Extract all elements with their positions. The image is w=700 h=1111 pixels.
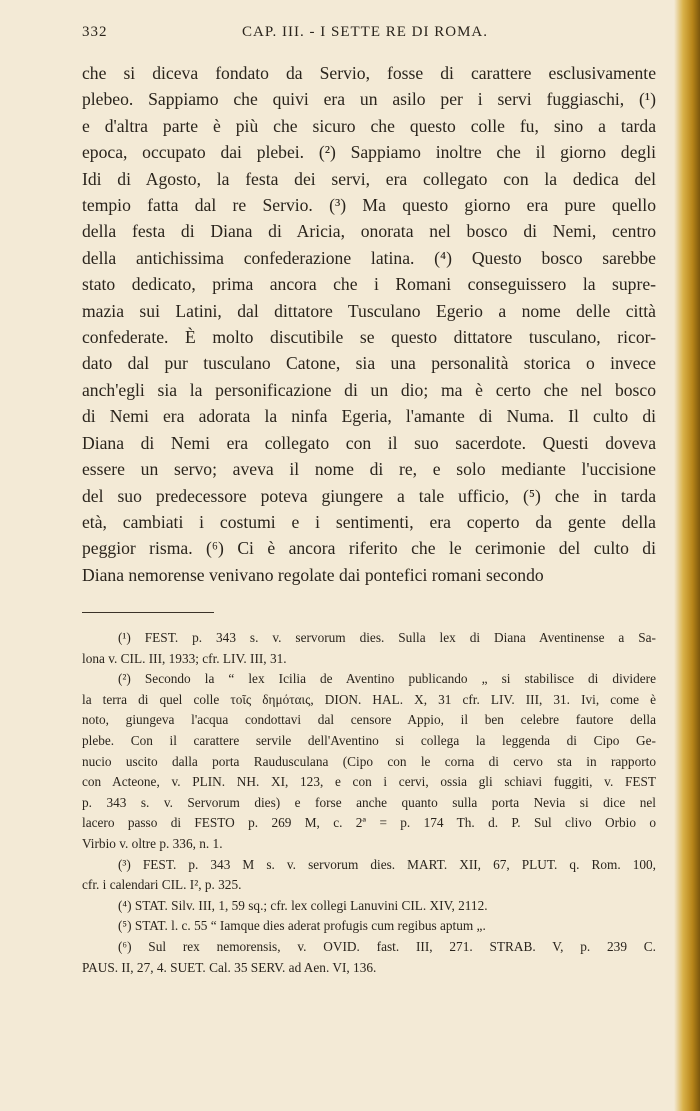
footnote-line: p. 343 s. v. Servorum dies) e forse anche quanto sulla porta Nevia si dice nel: [82, 794, 656, 810]
footnote-line: la terra di quel colle τοῖς δημόταις, DION. HAL. X, 31 cfr. LIV. III, 31. Ivi, come è: [82, 691, 656, 707]
text-line: della festa di Diana di Aricia, onorata nel bosco di Nemi, centro: [82, 221, 656, 242]
text-line: dato dal pur tusculano Catone, sia una personalità storica o invece: [82, 353, 656, 374]
text-line: anch'egli sia la personificazione di un dio; ma è certo che nel bosco: [82, 379, 656, 400]
text-line: mazia sui Latini, dal dittatore Tusculano Egerio a nome delle città: [82, 300, 656, 321]
footnote-line: cfr. i calendari CIL. I², p. 325.: [82, 877, 242, 893]
footnote-line: noto, giungeva l'acqua condottavi dal censore Appio, il ben celebre fautore della: [82, 712, 656, 728]
text-line: tempio fatta dal re Servio. (³) Ma questo giorno era pure quello: [82, 195, 656, 216]
text-line: plebeo. Sappiamo che quivi era un asilo per i servi fuggiaschi, (¹): [82, 89, 656, 110]
text-line: della antichissima confederazione latina. (⁴) Questo bosco sarebbe: [82, 247, 656, 268]
footnote-line: (³) FEST. p. 343 M s. v. servorum dies. MART. XII, 67, PLUT. q. Rom. 100,: [118, 856, 656, 872]
text-line: età, cambiati i costumi e i sentimenti, era coperto da gente della: [82, 511, 656, 532]
text-line: di Nemi era adorata la ninfa Egeria, l'amante di Numa. Il culto di: [82, 406, 656, 427]
footnote-line: (⁴) STAT. Silv. III, 1, 59 sq.; cfr. lex collegi Lanuvini CIL. XIV, 2112.: [118, 897, 488, 913]
text-line: epoca, occupato dai plebei. (²) Sappiamo inoltre che il giorno degli: [82, 142, 656, 163]
page-edge-shadow: [674, 0, 700, 1111]
text-line: che si diceva fondato da Servio, fosse di carattere esclusivamente: [82, 63, 656, 83]
footnote-line: (⁵) STAT. l. c. 55 “ Iamque dies aderat profugis cum regibus aptum „.: [118, 918, 486, 934]
text-line: Diana di Nemi era collegato con il suo sacerdote. Questi doveva: [82, 432, 656, 453]
text-line: essere un servo; aveva il nome di re, e solo mediante l'uccisione: [82, 459, 656, 480]
running-title: CAP. III. - I SETTE RE DI ROMA.: [242, 24, 488, 40]
footnote-separator: [82, 612, 214, 613]
footnote-line: lacero passo di FESTO p. 269 M, c. 2ª = p. 174 Th. d. P. Sul clivo Orbio o: [82, 815, 656, 831]
footnote-line: PAUS. II, 27, 4. SUET. Cal. 35 SERV. ad Aen. VI, 136.: [82, 959, 377, 975]
text-line: del suo predecessore poteva giungere a tale ufficio, (⁵) che in tarda: [82, 485, 656, 506]
text-line: Idi di Agosto, la festa dei servi, era collegato con la dedica del: [82, 168, 656, 189]
text-line: confederate. È molto discutibile se questo dittatore tusculano, ricor-: [82, 327, 656, 348]
footnotes: [82, 628, 656, 978]
footnote-line: plebe. Con il carattere servile dell'Aventino si collega la leggenda di Cipo Ge-: [82, 732, 656, 748]
footnote-line: nucio uscito dalla porta Raudusculana (Cipo con le corna di cervo sta in rapporto: [82, 753, 656, 769]
footnote-line: con Acteone, v. PLIN. NH. XI, 123, e con i cervi, ossia gli schiavi fuggiti, v. FEST: [82, 774, 656, 790]
text-line: stato dedicato, prima ancora che i Romani conseguissero la supre-: [82, 274, 656, 295]
text-line: Diana nemorense venivano regolate dai pontefici romani secondo: [82, 564, 544, 585]
text-line: peggior risma. (⁶) Ci è ancora riferito che le cerimonie del culto di: [82, 538, 656, 559]
running-header: [82, 24, 658, 48]
footnote-line: lona v. CIL. III, 1933; cfr. LIV. III, 31.: [82, 650, 287, 666]
footnote-line: (⁶) Sul rex nemorensis, v. OVID. fast. III, 271. STRAB. V, p. 239 C.: [118, 938, 656, 954]
footnote-line: (²) Secondo la “ lex Icilia de Aventino publicando „ si stabilisce di dividere: [118, 671, 656, 687]
page-number: 332: [82, 24, 108, 40]
footnote-line: (¹) FEST. p. 343 s. v. servorum dies. Sulla lex di Diana Aventinense a Sa-: [118, 630, 656, 645]
footnote-line: Virbio v. oltre p. 336, n. 1.: [82, 835, 223, 851]
main-text: [82, 60, 656, 588]
text-line: e d'altra parte è più che sicuro che questo colle fu, sino a tarda: [82, 115, 656, 136]
